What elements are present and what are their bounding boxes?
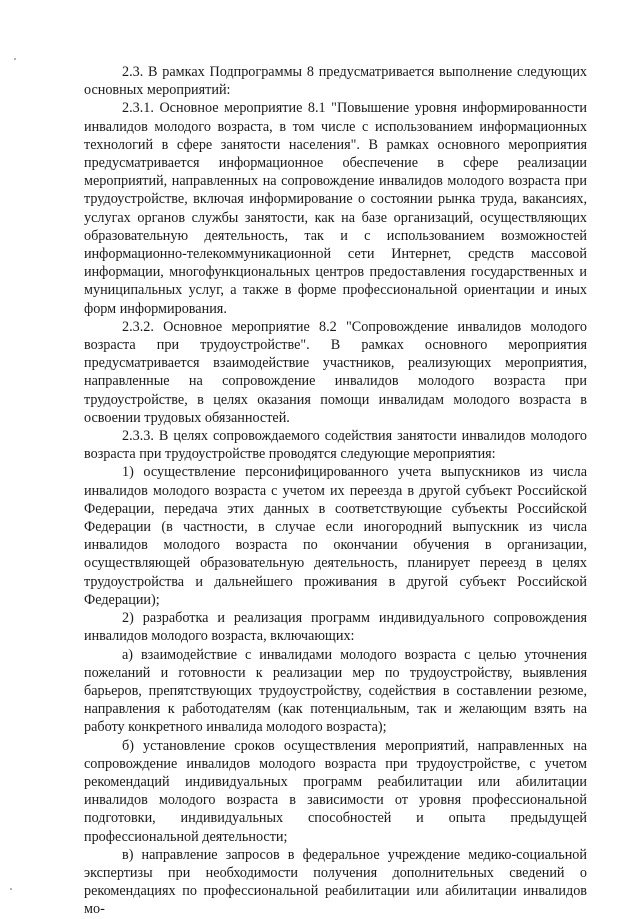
- paragraph-2-3-1: 2.3.1. Основное мероприятие 8.1 "Повышение уровня информированности инвалидов молодого возраста, в том числе с использованием информационных технологий в сфере занятости населения". В рамках основного мероприятия предусматривается информационное обеспечение в сфере реализации мероприятий, направленных на сопровождение инвалидов молодого возраста при трудоустройстве, включая информирование о состоянии рынка труда, вакансиях, услугах органов службы занятости, как на базе организаций, осуществляющих образовательную деятельность, так и с использованием возможностей информационно-телекоммуникационной сети Интернет, средств массовой информации, многофункциональных центров предоставления государственных и муниципальных услуг, а также в форме профессиональной ориентации и иных форм информирования.: [84, 100, 587, 317]
- paragraph-2-3-2: 2.3.2. Основное мероприятие 8.2 "Сопровождение инвалидов молодого возраста при трудоустройстве". В рамках основного мероприятия предусматривается взаимодействие участников, реализующих мероприятия, направленные на сопровождение инвалидов молодого возраста при трудоустройстве, в целях оказания помощи инвалидам молодого возраста в освоении трудовых обязанностей.: [84, 318, 587, 426]
- paragraph-2-3-intro: 2.3. В рамках Подпрограммы 8 предусматривается выполнение следующих основных мероприятий:: [84, 64, 587, 99]
- scan-speck: [14, 58, 16, 60]
- list-item-2: 2) разработка и реализация программ индивидуального сопровождения инвалидов молодого возраста, включающих:: [84, 610, 587, 645]
- paragraph-2-3-3: 2.3.3. В целях сопровождаемого содействия занятости инвалидов молодого возраста при трудоустройстве проводятся следующие мероприятия:: [84, 428, 587, 463]
- list-item-2a: а) взаимодействие с инвалидами молодого возраста с целью уточнения пожеланий и готовности к реализации мер по трудоустройству, выявления барьеров, препятствующих трудоустройству, содействия в составлении резюме, направления к работодателям (как потенциальным, так и желающим взять на работу конкретного инвалида молодого возраста);: [84, 646, 587, 736]
- list-item-1: 1) осуществление персонифицированного учета выпускников из числа инвалидов молодого возраста с учетом их переезда в другой субъект Российской Федерации, передача этих данных в соответствующие субъекты Российской Федерации (в частности, в случае если иногородний выпускник из числа инвалидов молодого возраста по окончании обучения в организации, осуществляющей образовательную деятельность, планирует переезд в целях трудоустройства и дальнейшего проживания в другой субъект Российской Федерации);: [84, 464, 587, 608]
- document-body: [84, 63, 587, 919]
- list-item-2b: б) установление сроков осуществления мероприятий, направленных на сопровождение инвалидов молодого возраста при трудоустройстве, с учетом рекомендаций индивидуальных программ реабилитации или абилитации инвалидов молодого возраста в зависимости от уровня профессиональной подготовки, индивидуальных способностей и опыта предыдущей профессиональной деятельности;: [84, 737, 587, 845]
- list-item-2c: в) направление запросов в федеральное учреждение медико-социальной экспертизы при необходимости получения дополнительных сведений о рекомендациях по профессиональной реабилитации или абилитации инвалидов мо-: [84, 846, 587, 918]
- scan-speck: [10, 888, 12, 890]
